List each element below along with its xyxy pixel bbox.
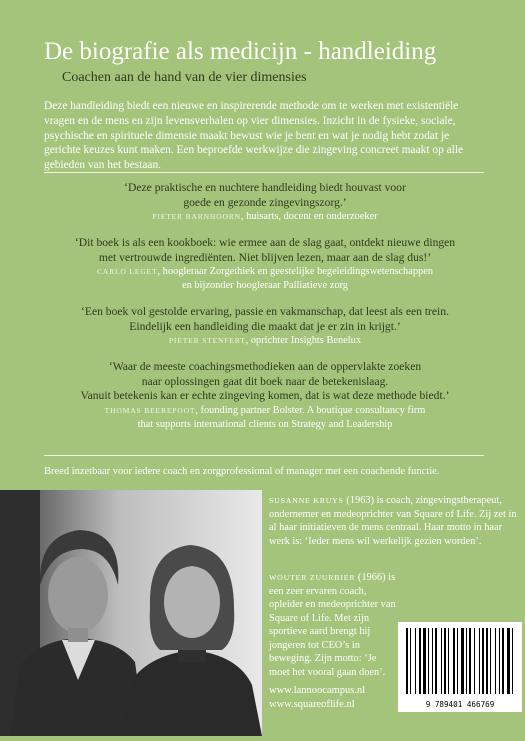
intro-paragraph: Deze handleiding biedt een nieuwe en inspirerende methode om te werken met existentiële vragen en de mens en zijn levensverhalen op vier dimensies. Inzicht in de fysieke, sociale, psychische en spirituele dimensie maakt bewust wie je bent en wat je nodig hebt zodat je gerichte keuzes kunt maken. Een beproefde werkwijze die zingeving concreet maakt op alle gebieden van het bestaan.: [44, 100, 464, 172]
book-subtitle: Coachen aan de hand van de vier dimensies: [62, 70, 307, 85]
quote-author-role: , huisarts, docent en onderzoeker: [240, 211, 378, 222]
quote-line: Eindelijk een handleiding die maakt dat je er zin in krijgt.’: [129, 319, 401, 333]
author-bio: [269, 571, 397, 679]
quote-line: ‘Dit boek is als een kookboek: wie ermee aan de slag gaat, ontdekt nieuwe dingen: [74, 236, 456, 249]
quote-line: naar oplossingen gaat dit boek naar de betekenislaag.: [141, 374, 389, 388]
website-link[interactable]: www.squareoflife.nl: [269, 699, 355, 710]
divider-bottom: [44, 455, 484, 456]
quote-line: Vanuit betekenis kan er echte zingeving komen, dat is wat deze methode biedt.’: [80, 389, 450, 402]
quote-attribution: [40, 334, 490, 348]
quote-author-name: CARLO LEGET: [96, 267, 158, 276]
quote-block: [40, 360, 490, 432]
quote-author-role: , founding partner Bolster. A boutique consultancy firm: [195, 404, 426, 416]
quote-author-name: PIETER STENFERT: [168, 336, 246, 345]
website-link[interactable]: www.lannoocampus.nl: [269, 685, 366, 696]
quote-line: met vertrouwde ingrediënten. Niet blijven lezen, maar aan de slag dus!’: [98, 250, 432, 264]
quote-attribution: [40, 404, 490, 418]
quote-author-name: PIETER BARNHOORN: [152, 212, 241, 221]
quote-line: ‘Deze praktische en nuchtere handleiding biedt houvast voor: [124, 181, 406, 194]
book-title: De biografie als medicijn - handleiding: [44, 38, 437, 65]
author-bio-text: (1966) is een zeer ervaren coach, opleider en medeoprichter van Square of Life. Met zijn sportieve aard brengt hij jongeren tot CEO’s in beweging. Zijn motto: ‘Je moet het vooral gaan doen’.: [269, 572, 396, 678]
quote-author-name: THOMAS BEEREPOOT: [104, 405, 196, 415]
author-name: WOUTER ZUURBIER: [269, 573, 356, 582]
quote-attribution: [40, 210, 490, 224]
isbn-number: 9 789401 466769: [425, 700, 495, 709]
quote-line: ‘Waar de meeste coachingsmethodieken aan de oppervlakte zoeken: [108, 360, 422, 373]
author-photo: [0, 490, 262, 736]
quote-line: ‘Een boek vol gestolde ervaring, passie en vakmanschap, dat leest als een trein.: [81, 305, 449, 318]
quote-block: [40, 236, 490, 293]
quote-attribution-extra: en bijzonder hoogleraar Palliatieve zorg: [182, 280, 348, 291]
quote-block: [40, 305, 490, 348]
divider-top: [44, 172, 484, 173]
quote-attribution: [40, 265, 490, 279]
quote-block: [40, 181, 490, 224]
quote-author-role: , hoogleraar Zorgethiek en geestelijke begeleidingswetenschappen: [157, 266, 434, 277]
author-name: SUSANNE KRUYS: [269, 496, 344, 505]
usage-statement: Breed inzetbaar voor iedere coach en zorgprofessional of manager met een coachende functie.: [44, 466, 440, 477]
quote-author-role: , oprichter Insights Benelux: [245, 335, 362, 346]
quote-line: goede en gezonde zingevingszorg.’: [183, 195, 347, 209]
author-bio: [269, 494, 519, 548]
isbn-barcode: [398, 622, 522, 712]
barcode-bars: [398, 622, 522, 700]
author-bio-text: (1963) is coach, zingevingstherapeut, ondernemer en medeoprichter van Square of Life. Zij zet in al haar initiatieven de mens centraal. Haar motto in haar werk is: ‘Ieder mens wil werkelijk gezien worden’.: [269, 495, 517, 547]
website-list: [269, 684, 365, 712]
quote-attribution-extra: that supports international clients on Strategy and Leadership: [137, 418, 393, 430]
